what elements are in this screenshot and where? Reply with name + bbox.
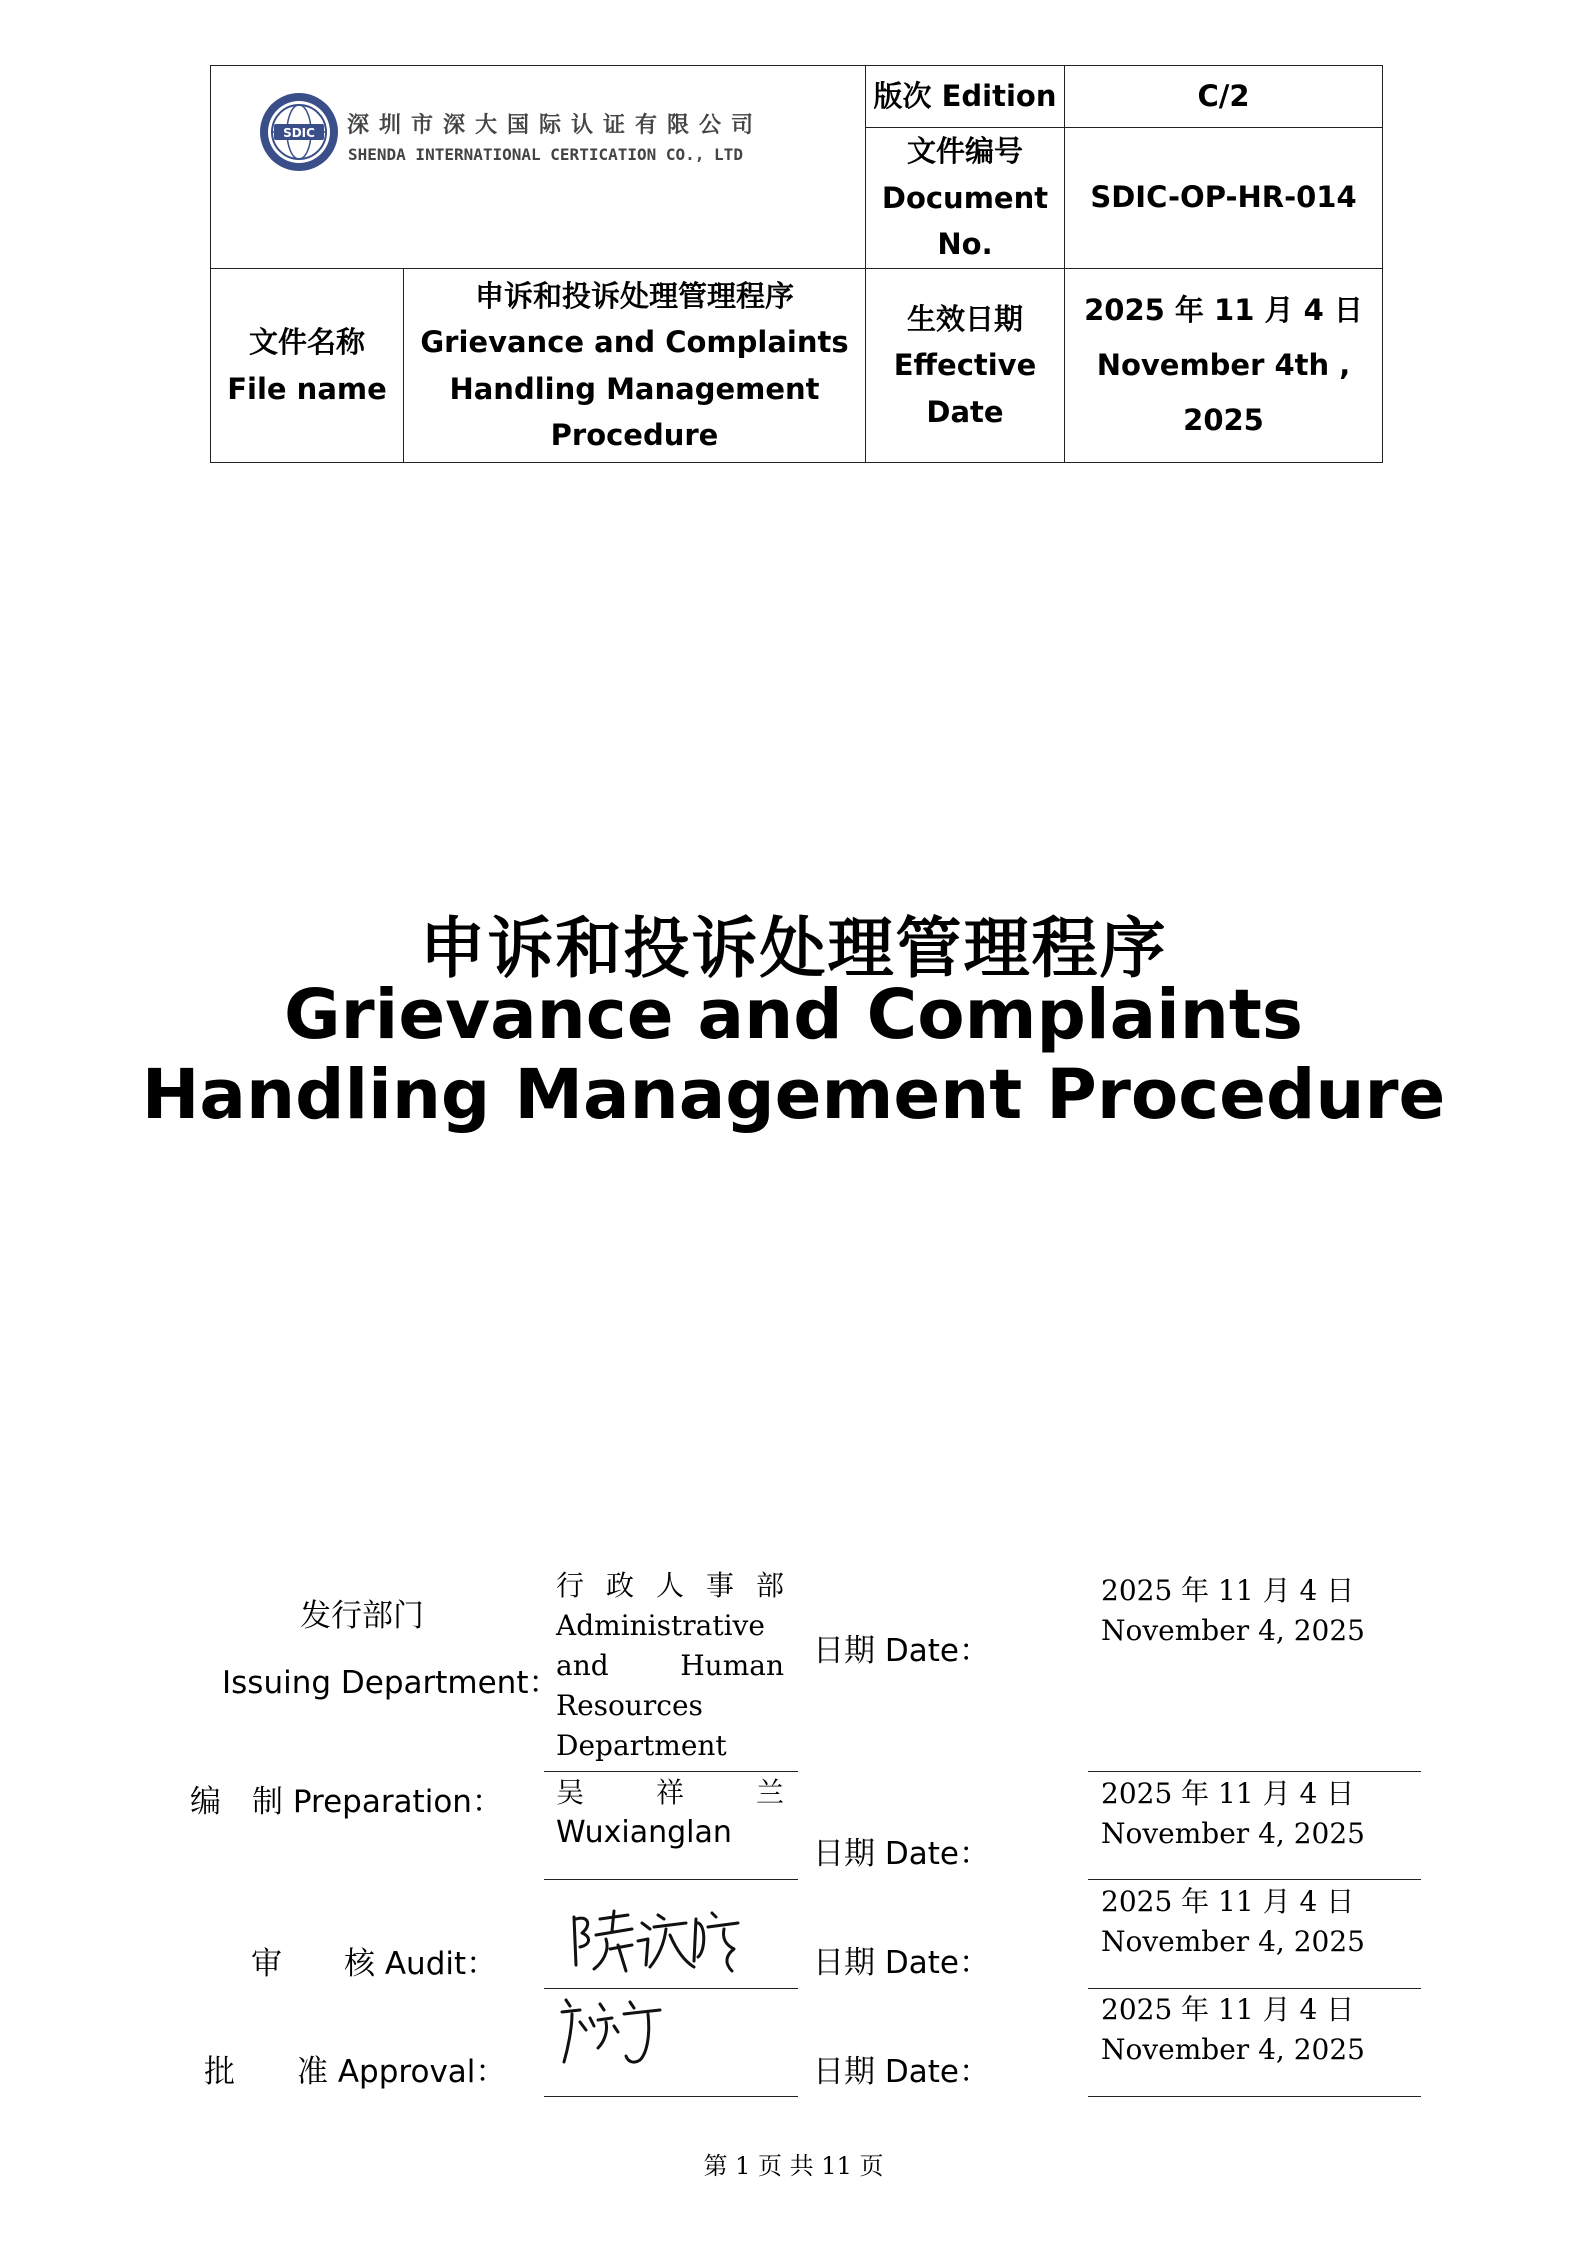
divider-line (544, 1879, 798, 1880)
edition-label: 版次 Edition (866, 66, 1065, 128)
file-name-value: 申诉和投诉处理管理程序 Grievance and Complaints Handling Management Procedure (404, 269, 866, 463)
edition-value: C/2 (1065, 66, 1383, 128)
effective-date-value: 2025 年 11 月 4 日 November 4th , 2025 (1065, 269, 1383, 463)
approval-date-en: November 4, 2025 (1101, 2033, 1365, 2066)
company-name-en: SHENDA INTERNATIONAL CERTICATION CO., LTD (348, 145, 743, 164)
divider-line (1088, 1879, 1421, 1880)
divider-line (1088, 1988, 1421, 1989)
document-title-cn: 申诉和投诉处理管理程序 (419, 910, 1168, 987)
approval-signature-image (556, 1992, 686, 2072)
logo-text: SDIC (283, 126, 315, 140)
audit-signature-image (566, 1905, 746, 1980)
divider-line (544, 1771, 798, 1772)
preparer-name: 吴 祥 兰 Wuxianglan (556, 1776, 784, 1850)
preparation-date-en: November 4, 2025 (1101, 1817, 1365, 1850)
document-number-value: SDIC-OP-HR-014 (1065, 128, 1383, 269)
issuing-label-cn: 发行部门 (300, 1598, 424, 1634)
approval-date-label: 日期 Date： (813, 2054, 990, 2090)
document-header-table (210, 65, 1383, 463)
company-logo (259, 92, 339, 172)
approval-label: 批 准 Approval： (204, 2054, 507, 2090)
audit-date-en: November 4, 2025 (1101, 1925, 1365, 1958)
divider-line (1088, 2096, 1421, 2097)
preparation-label: 编 制 Preparation： (190, 1784, 503, 1820)
company-name-cn: 深圳市深大国际认证有限公司 (347, 113, 764, 138)
company-logo-cell (211, 66, 866, 269)
file-name-label: 文件名称 File name (211, 269, 404, 463)
approval-date-cn: 2025 年 11 月 4 日 (1101, 1993, 1355, 2026)
divider-line (1088, 1771, 1421, 1772)
effective-date-label: 生效日期 Effective Date (866, 269, 1065, 463)
issuing-label-en: Issuing Department： (222, 1665, 560, 1701)
audit-date-cn: 2025 年 11 月 4 日 (1101, 1885, 1355, 1918)
document-number-label: 文件编号 Document No. (866, 128, 1065, 269)
issuing-date-en: November 4, 2025 (1101, 1614, 1365, 1647)
audit-label: 审 核 Audit： (251, 1946, 498, 1982)
divider-line (544, 2096, 798, 2097)
issuing-department-value: 行 政 人 事 部 Administrative and Human Resources Department (556, 1569, 784, 1762)
document-title-en-line1: Grievance and Complaints (284, 975, 1303, 1055)
preparation-date-cn: 2025 年 11 月 4 日 (1101, 1777, 1355, 1810)
page-number: 第 1 页 共 11 页 (703, 2152, 884, 2180)
issuing-date-cn: 2025 年 11 月 4 日 (1101, 1574, 1355, 1607)
divider-line (544, 1988, 798, 1989)
preparation-date-label: 日期 Date： (813, 1836, 990, 1872)
audit-date-label: 日期 Date： (813, 1945, 990, 1981)
document-title-en-line2: Handling Management Procedure (141, 1055, 1446, 1135)
issuing-date-label: 日期 Date： (813, 1633, 990, 1669)
